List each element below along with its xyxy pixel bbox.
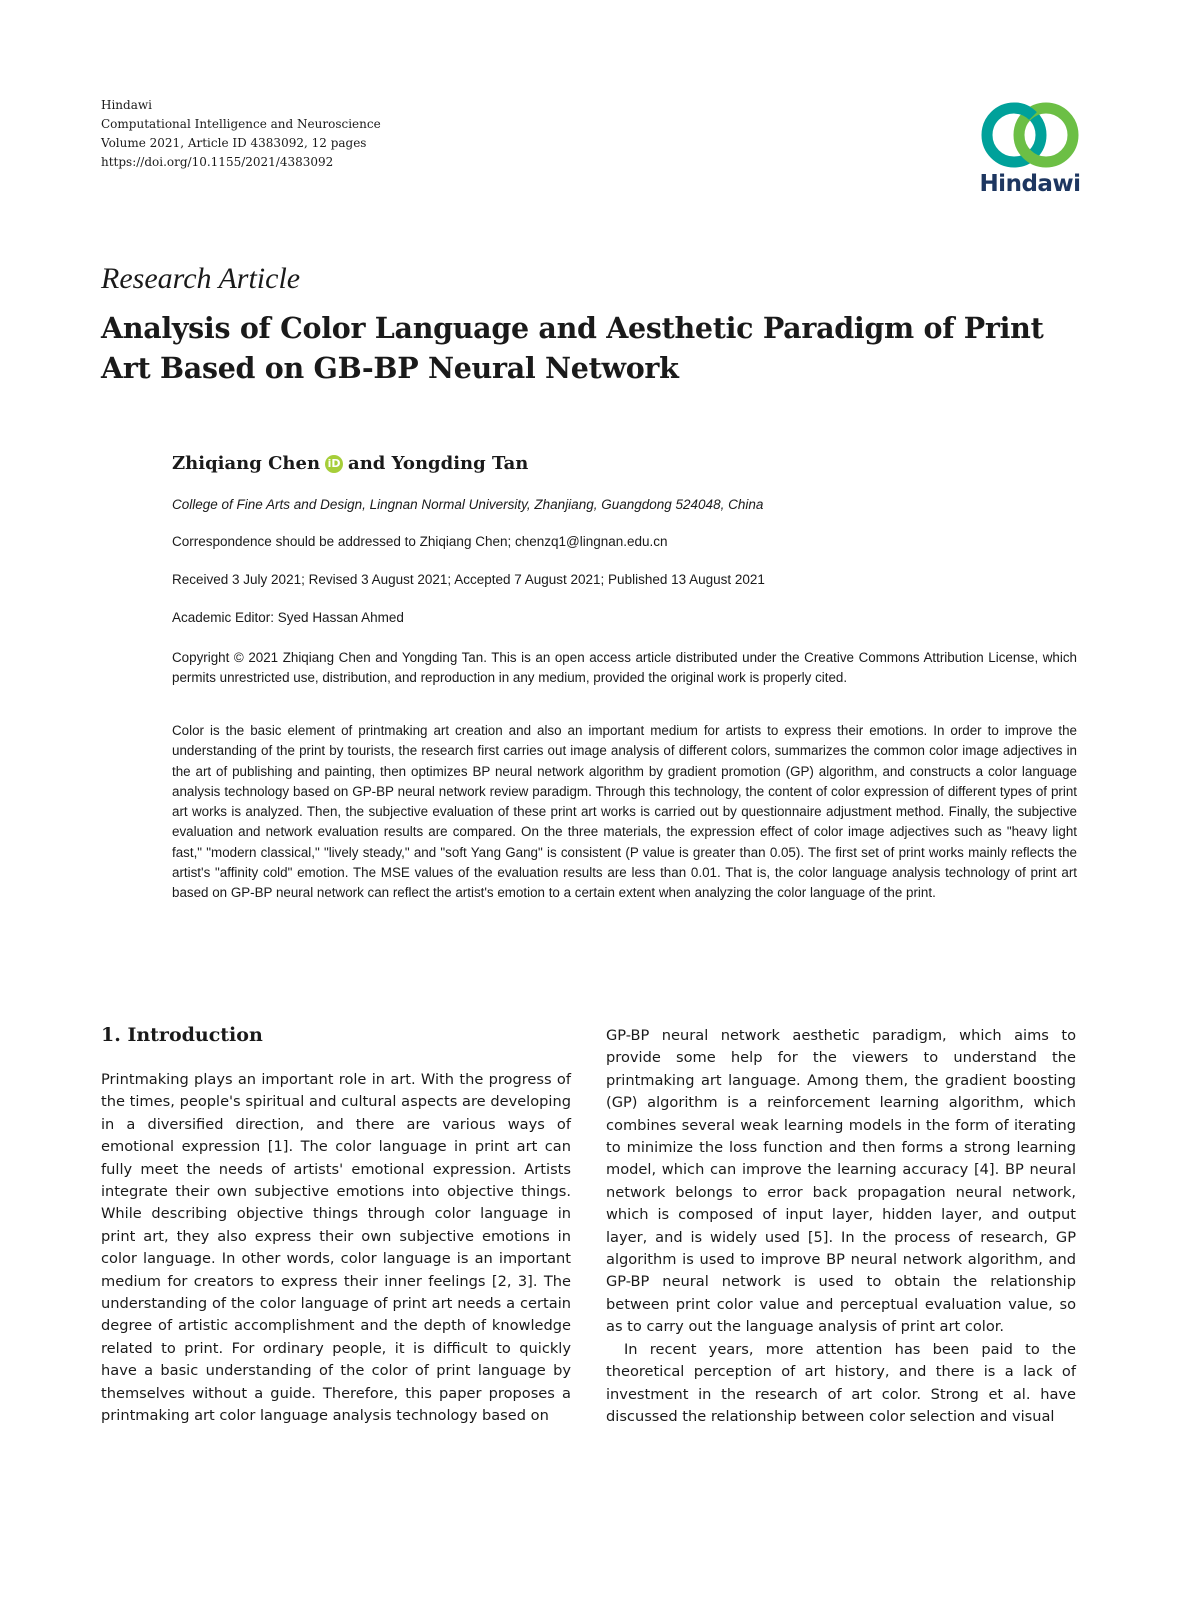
author-line — [172, 453, 528, 474]
intro-paragraph-1: Printmaking plays an important role in art. With the progress of the times, people's spiritual and cultural aspects are developing in a diversified direction, and there are various ways of emotional expression [1]. The color language in print art can fully meet the needs of artists' emotional expression. Artists integrate their own subjective emotions into objective things. While describing objective things through color language in print art, they also express their own subjective emotions in color language. In other words, color language is an important medium for creators to express their inner feelings [2, 3]. The understanding of the color language of print art needs a certain degree of artistic accomplishment and the depth of knowledge related to print. For ordinary people, it is difficult to quickly have a basic understanding of the color of print language by themselves without a guide. Therefore, this paper proposes a printmaking art color language analysis technology based on — [101, 1071, 571, 1425]
body-column-right — [606, 1025, 1076, 1428]
intro-paragraph-continued: GP-BP neural network aesthetic paradigm, which aims to provide some help for the viewers to understand the printmaking art language. Among them, the gradient boosting (GP) algorithm is a reinforcement learning algorithm, which combines several weak learning models in the form of iterating to minimize the loss function and then forms a strong learning model, which can improve the learning accuracy [4]. BP neural network belongs to error back propagation neural network, which is composed of input layer, hidden layer, and output layer, and is widely used [5]. In the process of research, GP algorithm is used to improve BP neural network algorithm, and GP-BP neural network is used to obtain the relationship between print color value and perceptual evaluation value, so as to carry out the language analysis of print art color. — [606, 1027, 1076, 1336]
author-first[interactable]: Zhiqiang Chen — [172, 453, 321, 474]
logo-wordmark: Hindawi — [979, 171, 1081, 197]
abstract-block — [172, 721, 1077, 904]
body-column-left — [101, 1069, 571, 1428]
paper-title: Analysis of Color Language and Aesthetic Paradigm of Print Art Based on GB-BP Neural Network — [101, 311, 1044, 385]
intro-paragraph-2: In recent years, more attention has been paid to the theoretical perception of art history, and there is a lack of investment in the research of art color. Strong et al. have discussed the relationship between color selection and visual — [606, 1340, 1076, 1425]
doi-link[interactable]: https://doi.org/10.1155/2021/4383092 — [101, 155, 334, 169]
abstract-text: Color is the basic element of printmaking art creation and also an important medium for artists to express their emotions. In order to improve the understanding of the print by tourists, the research first carries out image analysis of different colors, summarizes the common color image adjectives in the art of publishing and painting, then optimizes BP neural network algorithm by gradient promotion (GP) algorithm, and constructs a color language analysis technology based on GP-BP neural network review paradigm. Through this technology, the content of color expression of different types of print art works is analyzed. Then, the subjective evaluation of these print art works is carried out by questionnaire adjustment method. Finally, the subjective evaluation and network evaluation results are compared. On the three materials, the expression effect of color image adjectives such as "heavy light fast," "modern classical," "lively steady," and "soft Yang Gang" is consistent (P value is greater than 0.05). The first set of print works mainly reflects the artist's "affinity cold" emotion. The MSE values of the evaluation results are less than 0.01. That is, the color language analysis technology of print art based on GP-BP neural network can reflect the artist's emotion to a certain extent when analyzing the color language of the print. — [172, 723, 1077, 901]
article-type: Research Article — [101, 262, 301, 295]
publisher-name: Hindawi — [101, 98, 152, 112]
volume-info: Volume 2021, Article ID 4383092, 12 pages — [101, 136, 367, 150]
copyright-block — [172, 648, 1077, 689]
publisher-logo[interactable] — [975, 95, 1085, 205]
hindawi-logo-icon — [975, 95, 1085, 175]
journal-header — [101, 96, 621, 172]
orcid-icon[interactable]: iD — [325, 455, 343, 473]
author-rest[interactable]: and Yongding Tan — [348, 453, 529, 474]
affiliation: College of Fine Arts and Design, Lingnan Normal University, Zhanjiang, Guangdong 524048, China — [172, 497, 764, 512]
correspondence: Correspondence should be addressed to Zhiqiang Chen; chenzq1@lingnan.edu.cn — [172, 534, 668, 549]
copyright-text: Copyright © 2021 Zhiqiang Chen and Yongding Tan. This is an open access article distributed under the Creative Commons Attribution License, which permits unrestricted use, distribution, and reproduction in any medium, provided the original work is properly cited. — [172, 650, 1077, 686]
academic-editor: Academic Editor: Syed Hassan Ahmed — [172, 610, 404, 625]
publication-dates: Received 3 July 2021; Revised 3 August 2021; Accepted 7 August 2021; Published 13 August 2021 — [172, 572, 765, 587]
section-heading-introduction: 1. Introduction — [101, 1024, 263, 1046]
journal-name: Computational Intelligence and Neuroscience — [101, 117, 381, 131]
